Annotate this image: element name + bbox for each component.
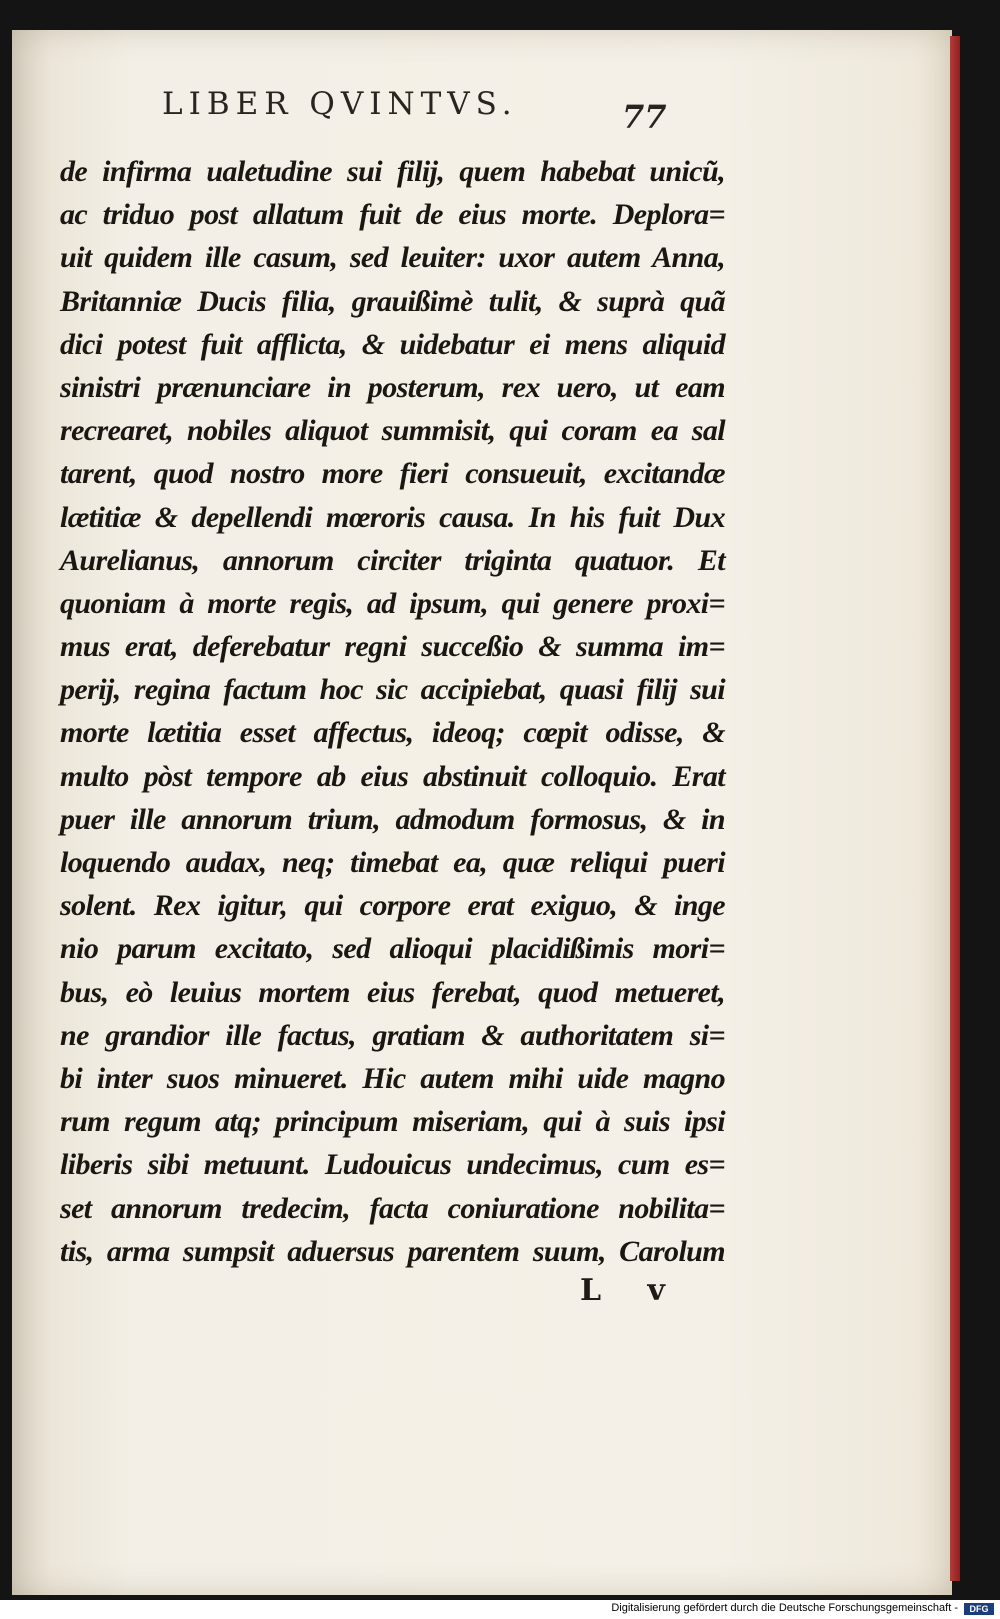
- text-line: bus, eò leuius mortem eius ferebat, quod metueret,: [60, 975, 725, 1009]
- text-line: nio parum excitato, sed alioqui placidißimis mori=: [60, 932, 725, 966]
- text-line: perij, regina factum hoc sic accipiebat, quasi filij sui: [60, 673, 725, 707]
- text-line: Aurelianus, annorum circiter triginta quatuor. Et: [60, 543, 725, 577]
- text-line: set annorum tredecim, facta coniuratione nobilita=: [60, 1191, 725, 1225]
- text-line: recrearet, nobiles aliquot summisit, qui coram ea sal: [60, 414, 725, 448]
- text-line: liberis sibi metuunt. Ludouicus undecimus, cum es=: [60, 1148, 725, 1182]
- text-line: tis, arma sumpsit aduersus parentem suum, Carolum: [60, 1234, 725, 1268]
- text-line: de infirma ualetudine sui filij, quem habebat unicũ,: [60, 155, 725, 188]
- text-line: solent. Rex igitur, qui corpore erat exiguo, & inge: [60, 889, 725, 923]
- red-page-edge: [950, 36, 960, 1581]
- catchword: L v: [580, 1273, 683, 1308]
- text-line: Britanniæ Ducis filia, grauißimè tulit, & suprà quã: [60, 284, 725, 318]
- text-line: rum regum atq; principum miseriam, qui à suis ipsi: [60, 1105, 725, 1139]
- running-head: LIBER QVINTVS.: [162, 86, 518, 122]
- text-line: morte lætitia esset affectus, ideoq; cœpit odisse, &: [60, 716, 725, 750]
- text-line: dici potest fuit afflicta, & uidebatur ei mens aliquid: [60, 327, 725, 361]
- text-line: loquendo audax, neq; timebat ea, quæ reliqui pueri: [60, 846, 725, 879]
- text-line: multo pòst tempore ab eius abstinuit colloquio. Erat: [60, 759, 725, 793]
- funding-credit: Digitalisierung gefördert durch die Deutsche Forschungsgemeinschaft -: [611, 1602, 958, 1614]
- text-line: quoniam à morte regis, ad ipsum, qui genere proxi=: [60, 586, 725, 620]
- page-number: 77: [622, 98, 667, 136]
- text-line: lætitiæ & depellendi mœroris causa. In his fuit Dux: [60, 500, 725, 534]
- text-line: uit quidem ille casum, sed leuiter: uxor autem Anna,: [60, 241, 725, 275]
- footer-bar: [0, 1600, 1000, 1619]
- text-line: bi inter suos minueret. Hic autem mihi uide magno: [60, 1061, 725, 1095]
- text-line: tarent, quod nostro more fieri consueuit, excitandæ: [60, 457, 725, 491]
- text-line: ac triduo post allatum fuit de eius morte. Deplora=: [60, 198, 725, 232]
- text-line: sinistri prænunciare in posterum, rex uero, ut eam: [60, 370, 725, 404]
- text-line: mus erat, deferebatur regni succeßio & summa im=: [60, 630, 725, 664]
- body-text: [60, 150, 725, 1273]
- text-line: ne grandior ille factus, gratiam & authoritatem si=: [60, 1018, 725, 1052]
- page-header: [152, 72, 712, 136]
- text-line: puer ille annorum trium, admodum formosus, & in: [60, 802, 725, 836]
- dfg-logo: DFG: [964, 1603, 994, 1615]
